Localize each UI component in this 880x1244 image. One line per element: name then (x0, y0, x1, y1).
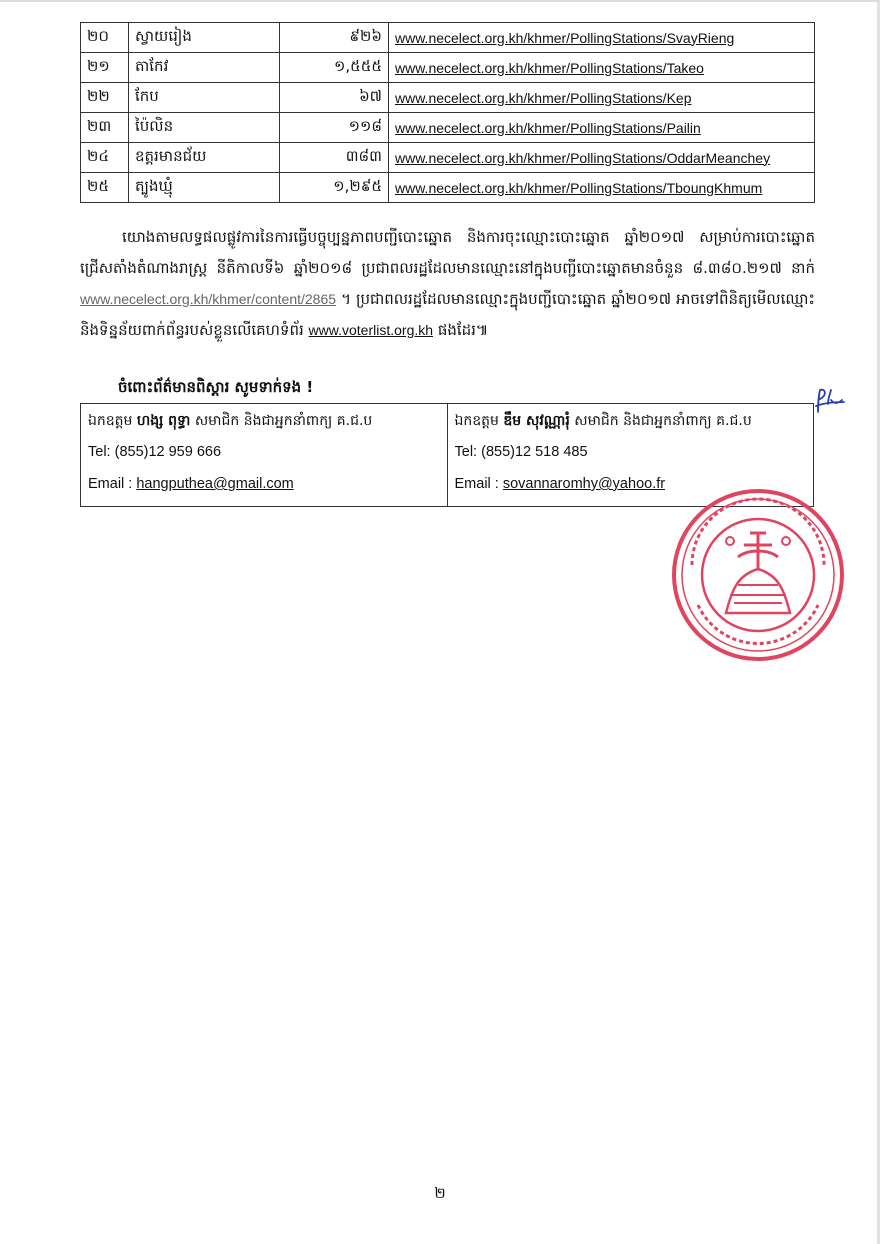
row-number-cell (81, 113, 129, 143)
tel-label: Tel: (454, 444, 478, 460)
polling-stations-url-cell (389, 83, 815, 113)
contact-name-line (88, 406, 440, 436)
voterlist-link[interactable]: www.voterlist.org.kh (308, 322, 434, 338)
table-row (81, 173, 815, 203)
contact-name: ហង្ស ពុទ្ធា (136, 413, 191, 429)
paragraph-text-1: យោងតាមលទ្ធផលផ្លូវការនៃការធ្វើបច្ចុប្បន្នភាពបញ្ជីបោះឆ្នោត និងការចុះឈ្មោះបោះឆ្នោត ឆ្នាំ២០១៧ សម្រាប់ការបោះឆ្នោតជ្រើសតាំងតំណាងរាស្ត្រ នីតិកាលទី៦ ឆ្នាំ២០១៨ ប្រជាពលរដ្ឋដែលមានឈ្មោះនៅក្នុងបញ្ជីបោះឆ្នោតមានចំនួន ៨.៣៨០.២១៧ នាក់ (80, 228, 815, 277)
polling-station-count-cell (280, 53, 389, 83)
polling-station-count: ៦៧ (359, 86, 382, 105)
polling-station-count: ៩២៦ (349, 26, 382, 45)
polling-station-count-cell (280, 173, 389, 203)
table-row (81, 83, 815, 113)
official-seal-icon (668, 485, 848, 665)
polling-stations-url-cell (389, 23, 815, 53)
contact-tel-line (455, 436, 807, 468)
contact-name: ឌឹម សុវណ្ណារុំ (503, 413, 570, 429)
polling-station-count: ១,៥៥៥ (334, 56, 382, 75)
handwritten-initials-icon (812, 384, 846, 418)
row-number: ២១ (87, 56, 110, 75)
polling-stations-link[interactable]: www.necelect.org.kh/khmer/PollingStations/SvayRieng (395, 29, 735, 46)
province-name-cell (129, 53, 280, 83)
row-number-cell (81, 83, 129, 113)
province-name: ត្បូងឃ្មុំ (135, 176, 173, 195)
email-link[interactable]: sovannaromhy@yahoo.fr (502, 476, 666, 492)
table-row (81, 143, 815, 173)
necelect-content-link[interactable]: www.necelect.org.kh/khmer/content/2865 (80, 291, 337, 307)
contact-role: សមាជិក និងជាអ្នកនាំពាក្យ គ.ជ.ប (194, 413, 373, 429)
row-number-cell (81, 173, 129, 203)
polling-stations-link[interactable]: www.necelect.org.kh/khmer/PollingStations/Takeo (395, 59, 704, 76)
paragraph-text-3: ផងដែរ៕ (437, 321, 489, 339)
contact-email-line (88, 468, 440, 500)
email-label: Email : (88, 476, 133, 492)
row-number-cell (81, 53, 129, 83)
province-name: កែប (135, 86, 159, 105)
contact-title: ឯកឧត្តម (88, 413, 133, 429)
polling-station-count: ១១៨ (348, 116, 382, 135)
province-name: ស្វាយរៀង (135, 26, 192, 45)
contact-tel-line (88, 436, 440, 468)
polling-stations-link[interactable]: www.necelect.org.kh/khmer/PollingStations/OddarMeanchey (395, 149, 771, 166)
polling-stations-url-cell (389, 143, 815, 173)
contact-card (81, 404, 448, 507)
tel-label: Tel: (88, 444, 111, 460)
province-name-cell (129, 23, 280, 53)
polling-station-count-cell (280, 113, 389, 143)
polling-station-count-cell (280, 83, 389, 113)
row-number-cell (81, 143, 129, 173)
polling-stations-link[interactable]: www.necelect.org.kh/khmer/PollingStations/Kep (395, 89, 692, 106)
polling-stations-url-cell (389, 53, 815, 83)
row-number: ២៣ (87, 116, 112, 135)
table-row (81, 113, 815, 143)
polling-stations-link[interactable]: www.necelect.org.kh/khmer/PollingStations/TboungKhmum (395, 179, 763, 196)
paragraph-text-2: ។ ប្រជាពលរដ្ឋដែលមានឈ្មោះក្នុងបញ្ជីបោះឆ្នោត ឆ្នាំ២០១៧ អាចទៅពិនិត្យមើលឈ្មោះ និងទិន្នន័យពាក់ព័ន្ធរបស់ខ្លួនលើគេហទំព័រ (80, 290, 815, 339)
contact-role: សមាជិក និងជាអ្នកនាំពាក្យ គ.ជ.ប (574, 413, 752, 429)
polling-stations-url-cell (389, 113, 815, 143)
row-number-cell (81, 23, 129, 53)
polling-stations-url-cell (389, 173, 815, 203)
email-link[interactable]: hangputhea@gmail.com (136, 476, 294, 492)
tel-value: (855)12 959 666 (114, 444, 222, 460)
contact-name-line (455, 406, 807, 436)
polling-station-count: ១,២៩៥ (333, 176, 382, 195)
province-name: ឧត្តរមានជ័យ (135, 146, 207, 165)
province-name-cell (129, 173, 280, 203)
polling-stations-link[interactable]: www.necelect.org.kh/khmer/PollingStations/Pailin (395, 119, 701, 136)
province-name-cell (129, 83, 280, 113)
polling-stations-table (80, 22, 815, 203)
polling-station-count-cell (280, 23, 389, 53)
province-name-cell (129, 113, 280, 143)
table-row (81, 23, 815, 53)
row-number: ២៥ (87, 176, 109, 195)
province-name: ប៉ៃលិន (135, 116, 174, 135)
polling-station-count-cell (280, 143, 389, 173)
contact-title: ឯកឧត្តម (454, 413, 499, 429)
province-name-cell (129, 143, 280, 173)
row-number: ២៤ (87, 146, 109, 165)
table-row (81, 53, 815, 83)
province-name: តាកែវ (135, 56, 169, 75)
tel-value: (855)12 518 485 (481, 444, 588, 460)
row-number: ២២ (87, 86, 110, 105)
contact-heading: ចំពោះព័ត៌មានពិស្តារ សូមទាក់ទង ! (118, 378, 314, 396)
page-number: ២ (434, 1184, 446, 1202)
voter-list-paragraph (80, 222, 815, 346)
row-number: ២០ (87, 26, 109, 45)
email-label: Email : (454, 476, 499, 492)
polling-station-count: ៣៨៣ (345, 146, 382, 165)
